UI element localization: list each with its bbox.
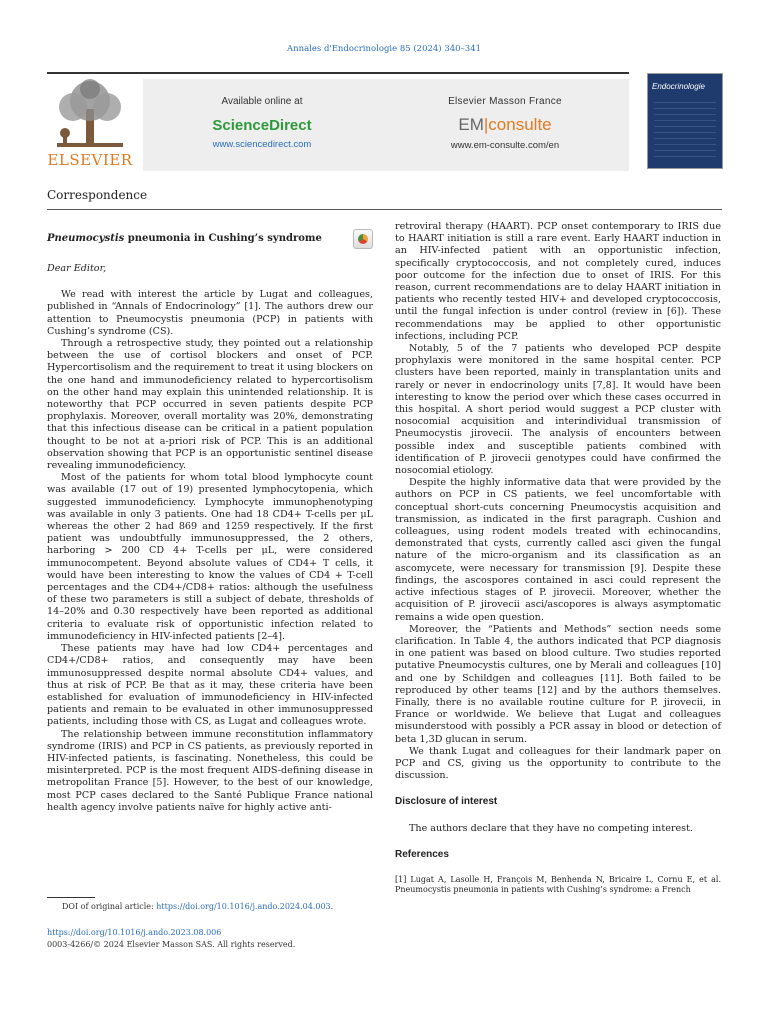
paragraph-right-1: retroviral therapy (HAART). PCP onset contemporary to IRIS due to HAART initiation is still a rare event. Early HAART induction in an HIV-infected patient with an opportunistic infection, specifically cryptococcosis, and not completely cured, induces poor outcome for the infection due to onset of IRIS. For this reason, current recommendations are to delay HAART initiation in patients who recently tested HIV+ and developed cryptococcosis, until the fungal infection is under control (review in [6]). These recommendations may be applied to other opportunistic infections, including PCP. [395,221,721,342]
header-rule [47,72,629,74]
paragraph-right-2: Notably, 5 of the 7 patients who developed PCP despite prophylaxis were monitored in the same hospital center. PCP clusters have been reported, mainly in transplantation units and rarely or never in endocrinology units [7,8]. It would have been interesting to know the period over which these cases occurred in this hospital. A short period would suggest a PCP cluster with nosocomial acquisition and interindividual transmission of Pneumocystis jirovecii. The analysis of encounters between possible index and susceptible patients combined with identification of P. jirovecii genotypes could have confirmed the nosocomial etiology. [395,343,721,477]
sciencedirect-logo[interactable]: ScienceDirect [212,117,312,134]
cover-art [654,102,716,162]
doi-block [47,927,295,951]
em-label: EM [458,115,484,134]
paragraph-left-2: Through a retrospective study, they pointed out a relationship between the use of cortisol blockers and onset of PCP. Hypercortisolism and the requirement to treat it using blockers on the one hand and immunodeficiency related to hypercortisolism on the other hand may explain this unintended relationship. It is noteworthy that PCP occurred in seven patients despite PCP prophylaxis. Moreover, overall mortality was 20%, demonstrating that this infectious disease can be critical in a patient population thought to be not at a-priori risk of PCP. This is an additional observation showing that PCP is an opportunistic sentinel disease revealing immunodeficiency. [47,338,373,472]
paragraph-left-1: We read with interest the article by Lugat and colleagues, published in “Annals of Endocrinology” [1]. The authors drew our attention to Pneumocystis pneumonia (PCP) in patients with Cushing’s syndrome (CS). [47,289,373,337]
sciencedirect-url[interactable]: www.sciencedirect.com [212,139,312,150]
publisher-label: Elsevier Masson France [448,96,562,107]
original-article-doi-link[interactable]: https://doi.org/10.1016/j.ando.2024.04.003 [156,902,331,911]
consulte-label: consulte [488,115,552,134]
footnote [62,902,333,911]
banner [143,79,629,171]
elsevier-tree-icon [47,79,133,151]
salutation: Dear Editor, [47,263,107,274]
copyright: 0003-4266/© 2024 Elsevier Masson SAS. All rights reserved. [47,940,296,949]
journal-reference[interactable]: Annales d'Endocrinologie 85 (2024) 340–341 [286,44,482,54]
cover-title: Endocrinologie [652,82,705,91]
paragraph-right-5: We thank Lugat and colleagues for their landmark paper on PCP and CS, giving us the opportunity to contribute to the discussion. [395,745,721,782]
em-consulte-logo[interactable] [381,115,629,135]
em-divider: | [483,115,489,134]
paragraph-right-4: Moreover, the “Patients and Methods” section needs some clarification. In Table 4, the authors indicated that PCP diagnosis in one patient was based on blood culture. Two studies reported putative Pneumocystis cultures, one by Merali and colleagues [10] and one by Schildgen and colleagues [11]. Both failed to be reproduced by other teams [12] and by the authors themselves. Finally, there is no available routine culture for P. jirovecii, in France or worldwide. We believe that Lugat and colleagues misunderstood with possibly a PCR assay in blood or detection of beta 1,3D glucan in serum. [395,623,721,745]
journal-header [47,79,722,171]
references-heading: References [395,848,449,860]
left-column [47,229,373,814]
disclosure-text: The authors declare that they have no competing interest. [409,822,693,834]
footnote-end: . [330,902,334,911]
paragraph-left-5: The relationship between immune reconstitution inflammatory syndrome (IRIS) and PCP in CS patients, as previously reported in HIV-infected patients, is fascinating. Nonetheless, this could be misinterpreted. PCP is the most frequent AIDS-defining disease in metropolitan France [5]. However, to the best of our knowledge, most PCP cases declared to the Santé Publique France national health agency involve patients naïve for highly active anti- [47,728,373,813]
title-rest: pneumonia in Cushing’s syndrome [124,232,322,244]
right-column [395,221,721,895]
elsevier-wordmark: ELSEVIER [47,151,133,169]
paragraph-left-4: These patients may have had low CD4+ percentages and CD4+/CD8+ ratios, and consequently may have been immunosuppressed despite normal absolute CD4+ values, and thus at risk of PCP. Be that as it may, these criteria have been established for evaluation of immunodeficiency in HIV-infected patients and remain to be evaluated in other immunosuppressed patients, including those with CS, as Lugat and colleagues wrote. [47,643,373,728]
check-for-updates-icon[interactable] [353,229,373,249]
em-consulte-block [381,79,629,171]
article-title [47,229,373,249]
section-label: Correspondence [47,188,148,202]
sciencedirect-block [143,79,381,171]
title-italic: Pneumocystis [47,232,125,244]
em-consulte-url[interactable]: www.em-consulte.com/en [450,140,560,151]
footnote-label: DOI of original article: [62,902,157,911]
section-rule [47,209,722,210]
elsevier-logo [47,79,133,169]
reference-1: [1] Lugat A, Lasolle H, François M, Benhenda N, Bricaire L, Cornu E, et al. Pneumocystis pneumonia in patients with Cushing’s syndrome: a French [395,874,721,894]
article-doi-link[interactable]: https://doi.org/10.1016/j.ando.2023.08.006 [47,928,222,937]
disclosure-heading: Disclosure of interest [395,796,498,808]
footnote-rule [47,897,95,898]
paragraph-right-3: Despite the highly informative data that were provided by the authors on PCP in CS patients, we feel uncomfortable with conceptual short-cuts concerning Pneumocystis acquisition and transmission, as indicated in the first paragraph. Cushion and colleagues, using rodent models treated with echinocandins, demonstrated that cysts, currently called asci given the fungal nature of the micro-organism and its classification as an ascomycete, were necessary for transmission [9]. Despite these findings, the ascospores contained in asci could represent the active infectious stages of P. jirovecii. Moreover, whether the acquisition of P. jirovecii asci/ascopores is always asymptomatic remains a wide open question. [395,477,721,623]
available-online-label: Available online at [221,96,303,107]
journal-cover[interactable] [647,73,723,169]
paragraph-left-3: Most of the patients for whom total blood lymphocyte count was available (17 out of 19) presented lymphocytopenia, which suggested immunodeficiency. Lymphocyte immunophenotyping was available in only 3 patients. One had 18 CD4+ T-cells per μL whereas the other 2 had 869 and 1259 respectively. If the first patient was undoubtfully immunosuppressed, the 2 others, harboring > 200 CD 4+ T-cells per μL, were considered immunocompetent. Beyond absolute values of CD4+ T cells, it would have been interesting to know the values of CD4 + T-cell percentages and the CD4+/CD8+ ratios: although the usefulness of these two parameters is still a subject of debate, thresholds of 14–20% and 0.30 respectively have been reported as additional criteria to evaluate risk of opportunistic infection related to immunodeficiency in HIV-infected patients [2–4]. [47,472,373,642]
